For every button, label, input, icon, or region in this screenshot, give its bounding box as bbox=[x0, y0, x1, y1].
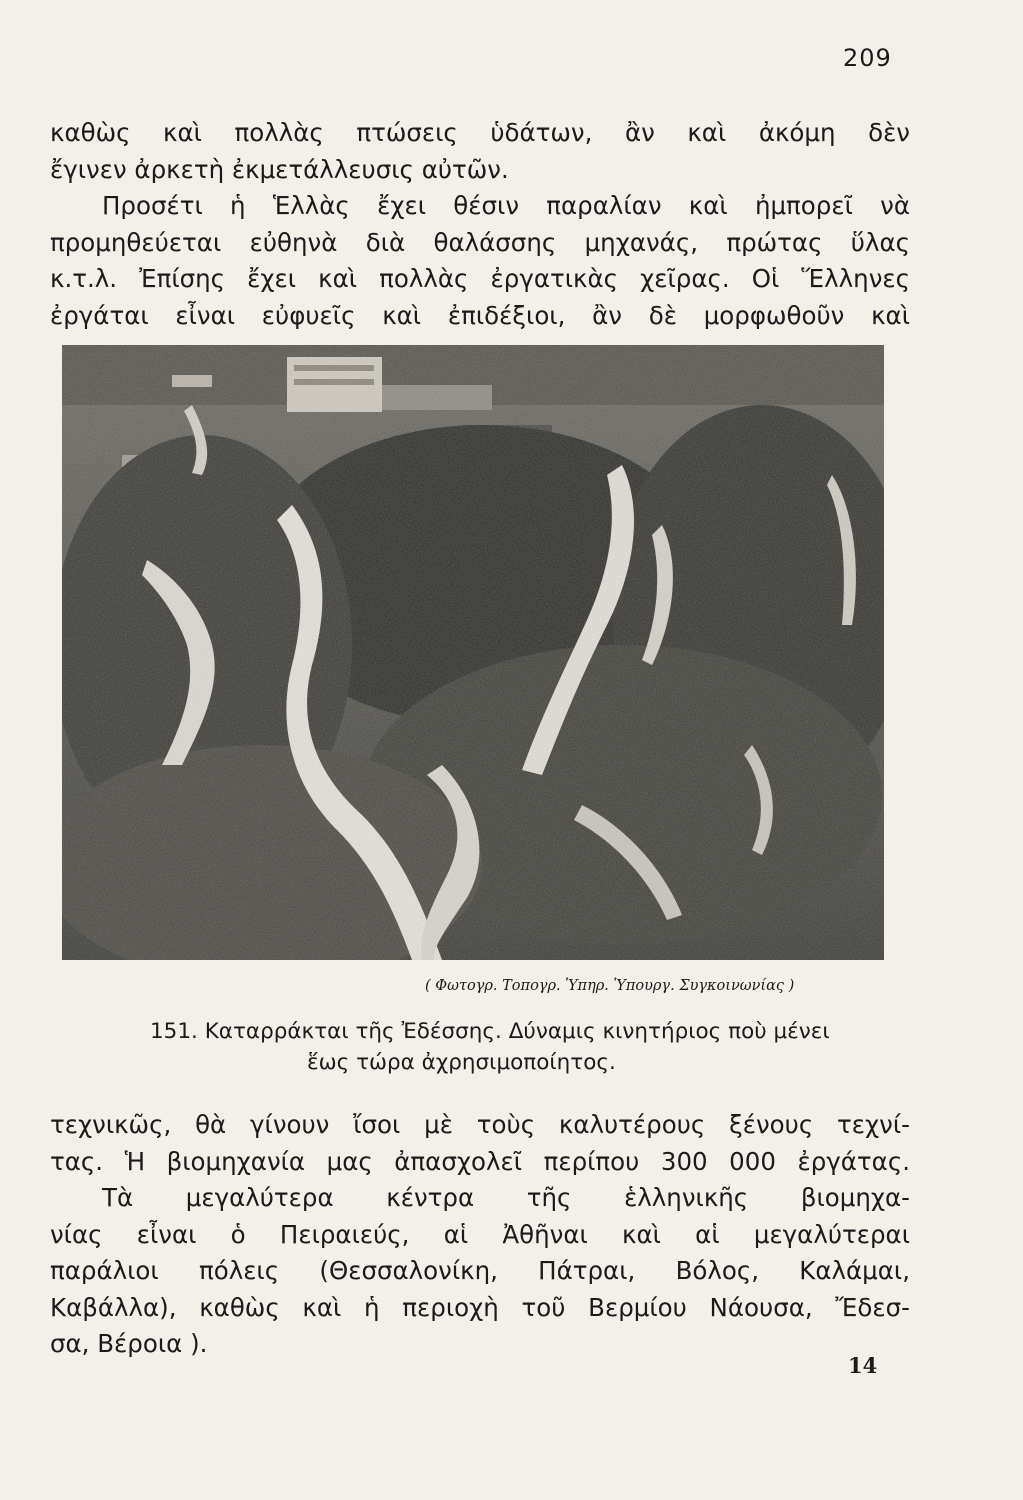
caption-line: ἕως τώρα ἀχρησιμοποίητος. bbox=[307, 1050, 616, 1075]
text-line: τεχνικῶς, θὰ γίνουν ἴσοι μὲ τοὺς καλυτέρους ξένους τεχνί- bbox=[50, 1110, 910, 1139]
text-line: Προσέτι ἡ Ἑλλὰς ἔχει θέσιν παραλίαν καὶ ἠμπορεῖ νὰ bbox=[102, 191, 910, 220]
top-paragraph bbox=[50, 115, 910, 334]
text-line: παράλιοι πόλεις (Θεσσαλονίκη, Πάτραι, Βόλος, Καλάμαι, bbox=[50, 1256, 910, 1285]
caption-line: 151. Καταρράκται τῆς Ἐδέσσης. Δύναμις κινητήριος ποὺ μένει bbox=[150, 1019, 830, 1044]
text-line: ἔγινεν ἀρκετὴ ἐκμετάλλευσις αὐτῶν. bbox=[50, 154, 509, 184]
text-line: νίας εἶναι ὁ Πειραιεύς, αἱ Ἀθῆναι καὶ αἱ μεγαλύτεραι bbox=[50, 1219, 910, 1249]
printer-signature-mark: 14 bbox=[848, 1353, 878, 1378]
figure-caption bbox=[150, 1016, 890, 1078]
text-line: ἐργάται εἶναι εὐφυεῖς καὶ ἐπιδέξιοι, ἂν δὲ μορφωθοῦν καὶ bbox=[50, 300, 910, 330]
text-line: προμηθεύεται εὐθηνὰ διὰ θαλάσσης μηχανάς, πρώτας ὕλας bbox=[50, 227, 910, 257]
text-line: καθὼς καὶ πολλὰς πτώσεις ὑδάτων, ἂν καὶ ἀκόμη δὲν bbox=[50, 118, 910, 147]
text-line: τας. Ἡ βιομηχανία μας ἀπασχολεῖ περίπου 300 000 ἐργάτας. bbox=[50, 1146, 910, 1176]
text-line: κ.τ.λ. Ἐπίσης ἔχει καὶ πολλὰς ἐργατικὰς χεῖρας. Οἱ Ἕλληνες bbox=[50, 264, 910, 293]
text-line: Καβάλλα), καθὼς καὶ ἡ περιοχὴ τοῦ Βερμίου Νάουσα, Ἔδεσ- bbox=[50, 1292, 910, 1322]
text-line: σα, Βέροια ). bbox=[50, 1329, 208, 1358]
photo-illustration bbox=[62, 345, 884, 960]
photo-credit: ( Φωτογρ. Τοπογρ. Ὑπηρ. Ὑπουργ. Συγκοινωνίας ) bbox=[425, 978, 795, 994]
waterfalls-photograph bbox=[62, 345, 884, 960]
text-line: Τὰ μεγαλύτερα κέντρα τῆς ἑλληνικῆς βιομηχα- bbox=[102, 1183, 910, 1212]
bottom-paragraph bbox=[50, 1107, 910, 1363]
page-number: 209 bbox=[843, 44, 892, 72]
